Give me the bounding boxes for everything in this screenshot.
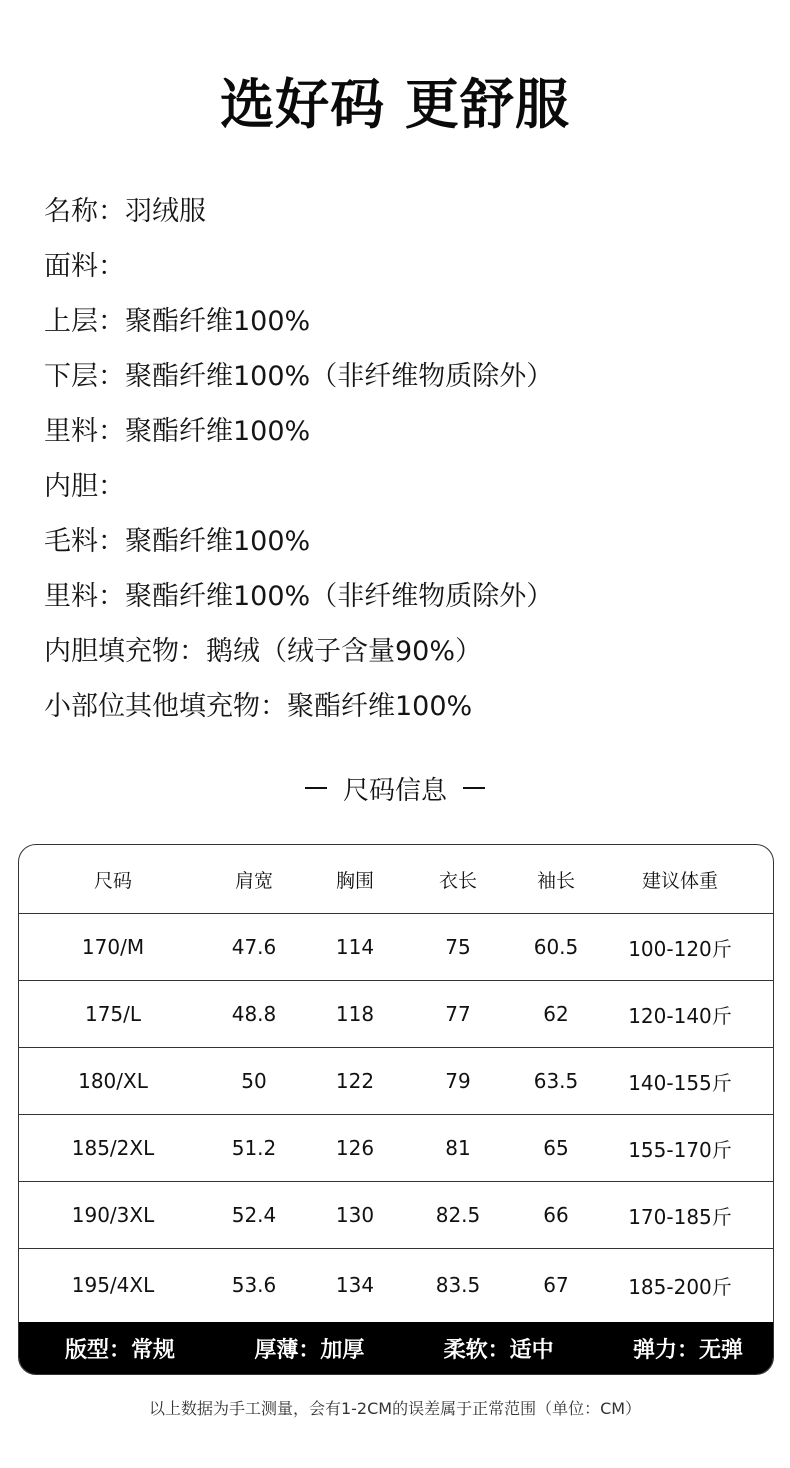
spec-line-inner: 内胆： xyxy=(44,471,125,502)
title-dash-left xyxy=(305,787,327,789)
cell-chest: 122 xyxy=(335,1069,375,1093)
cell-length: 79 xyxy=(445,1069,471,1093)
cell-shoulder: 50 xyxy=(241,1069,267,1093)
header-length: 衣长 xyxy=(438,869,477,892)
header-size: 尺码 xyxy=(93,869,132,892)
size-section-title xyxy=(0,768,790,808)
cell-length: 82.5 xyxy=(435,1203,481,1227)
header-chest: 胸围 xyxy=(335,869,374,892)
cell-weight: 185-200斤 xyxy=(628,1274,732,1299)
size-table xyxy=(18,844,774,1375)
spec-line-lining: 里料：聚酯纤维100% xyxy=(44,416,311,447)
cell-size: 180/XL xyxy=(78,1069,148,1093)
cell-weight: 120-140斤 xyxy=(628,1003,732,1028)
spec-line-name: 名称：羽绒服 xyxy=(44,196,206,227)
table-row xyxy=(19,1182,773,1249)
cell-chest: 130 xyxy=(335,1203,375,1227)
cell-weight: 170-185斤 xyxy=(628,1204,732,1229)
header-sleeve: 袖长 xyxy=(536,869,575,892)
cell-size: 175/L xyxy=(84,1002,142,1026)
cell-length: 81 xyxy=(445,1136,471,1160)
attribute-bar xyxy=(19,1322,773,1374)
header-weight: 建议体重 xyxy=(641,869,718,892)
cell-length: 75 xyxy=(445,935,471,959)
cell-chest: 134 xyxy=(335,1273,375,1297)
table-row xyxy=(19,1115,773,1182)
cell-weight: 100-120斤 xyxy=(628,936,732,961)
cell-weight: 140-155斤 xyxy=(628,1070,732,1095)
table-row xyxy=(19,1249,773,1321)
table-row xyxy=(19,1048,773,1115)
table-row xyxy=(19,981,773,1048)
cell-shoulder: 51.2 xyxy=(231,1136,277,1160)
cell-size: 195/4XL xyxy=(71,1273,155,1297)
cell-chest: 118 xyxy=(335,1002,375,1026)
header-shoulder: 肩宽 xyxy=(234,869,273,892)
cell-shoulder: 53.6 xyxy=(231,1273,277,1297)
cell-chest: 114 xyxy=(335,935,375,959)
spec-line-other-filling: 小部位其他填充物：聚酯纤维100% xyxy=(44,691,473,722)
cell-size: 170/M xyxy=(81,935,145,959)
size-section-label: 尺码信息 xyxy=(342,775,447,806)
title-dash-right xyxy=(463,787,485,789)
spec-line-fabric: 面料： xyxy=(44,251,125,282)
cell-sleeve: 65 xyxy=(543,1136,569,1160)
attribute-thickness: 厚薄：加厚 xyxy=(254,1337,365,1363)
spec-line-filling: 内胆填充物：鹅绒（绒子含量90%） xyxy=(44,636,483,667)
cell-length: 83.5 xyxy=(435,1273,481,1297)
cell-weight: 155-170斤 xyxy=(628,1137,732,1162)
cell-length: 77 xyxy=(445,1002,471,1026)
cell-chest: 126 xyxy=(335,1136,375,1160)
cell-sleeve: 60.5 xyxy=(533,935,579,959)
cell-size: 190/3XL xyxy=(71,1203,155,1227)
cell-shoulder: 52.4 xyxy=(231,1203,277,1227)
cell-sleeve: 63.5 xyxy=(533,1069,579,1093)
cell-shoulder: 47.6 xyxy=(231,935,277,959)
attribute-elasticity: 弹力：无弹 xyxy=(632,1337,743,1363)
cell-shoulder: 48.8 xyxy=(231,1002,277,1026)
product-spec-list xyxy=(44,184,764,734)
attribute-softness: 柔软：适中 xyxy=(443,1337,554,1363)
cell-sleeve: 67 xyxy=(543,1273,569,1297)
spec-line-inner-lining: 里料：聚酯纤维100%（非纤维物质除外） xyxy=(44,581,554,612)
spec-line-wool: 毛料：聚酯纤维100% xyxy=(44,526,311,557)
table-header-row xyxy=(19,845,773,914)
cell-size: 185/2XL xyxy=(71,1136,155,1160)
measurement-footnote: 以上数据为手工测量，会有1-2CM的误差属于正常范围（单位：CM） xyxy=(148,1399,642,1418)
cell-sleeve: 62 xyxy=(543,1002,569,1026)
attribute-fit: 版型：常规 xyxy=(65,1337,176,1363)
spec-line-upper-layer: 上层：聚酯纤维100% xyxy=(44,306,311,337)
spec-line-lower-layer: 下层：聚酯纤维100%（非纤维物质除外） xyxy=(44,361,554,392)
page-headline: 选好码 更舒服 xyxy=(220,73,570,136)
cell-sleeve: 66 xyxy=(543,1203,569,1227)
table-row xyxy=(19,914,773,981)
